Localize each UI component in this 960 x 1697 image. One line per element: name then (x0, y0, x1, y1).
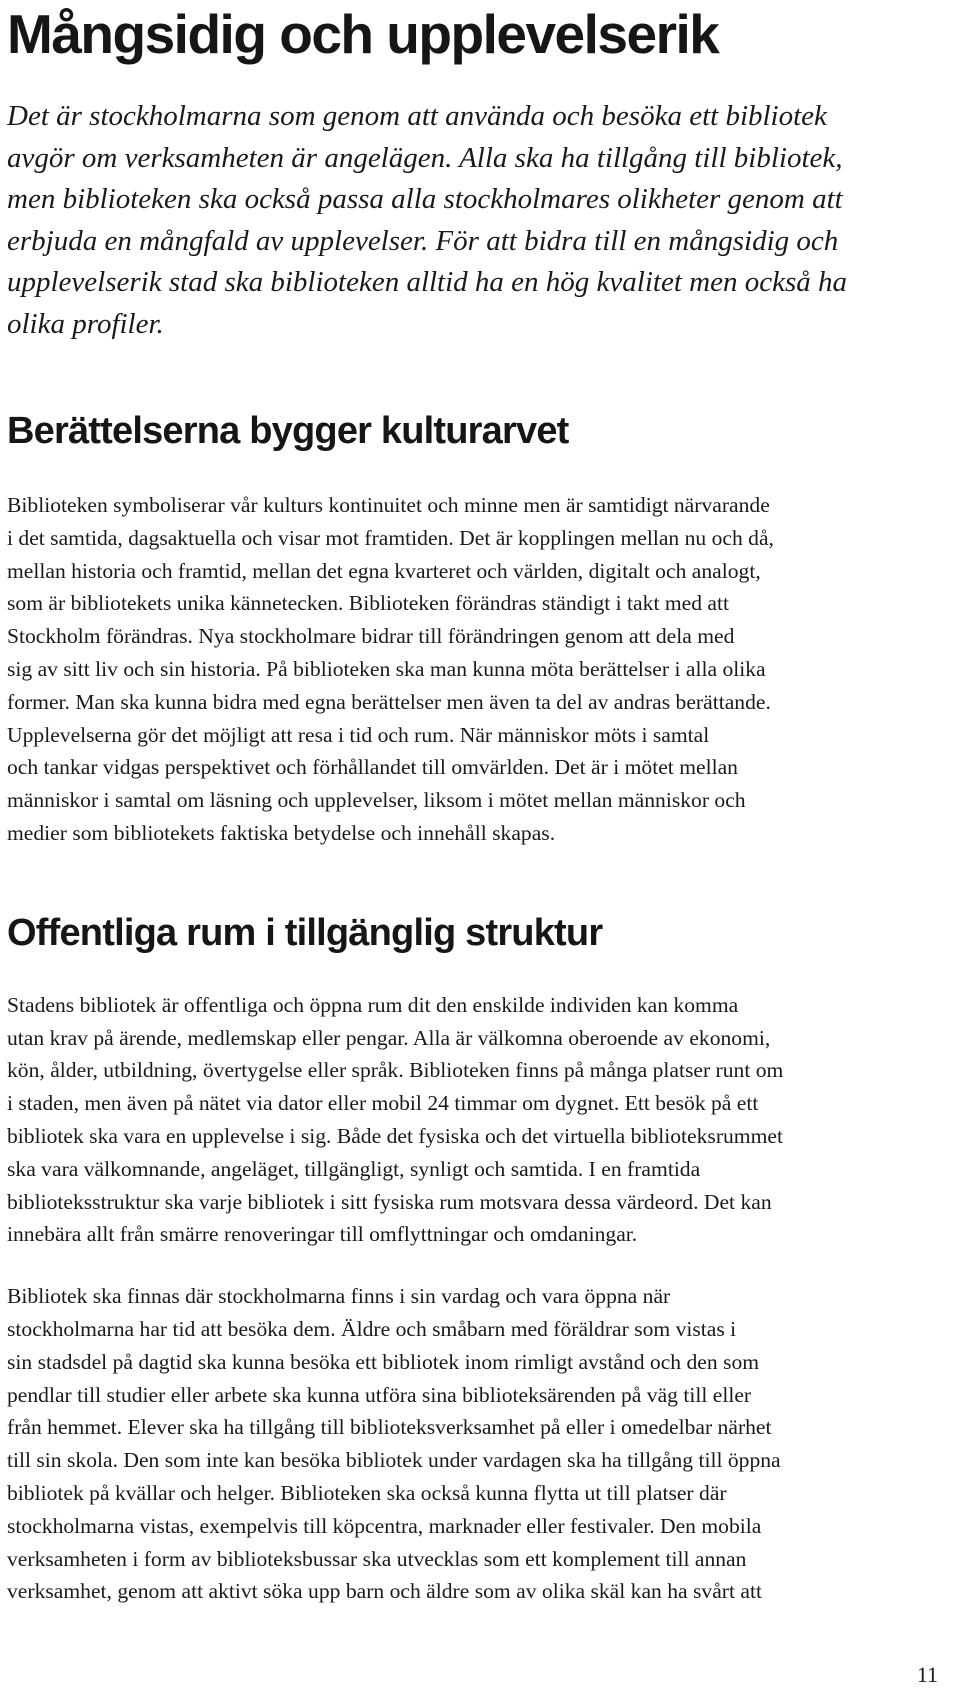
section-heading-berattelserna: Berättelserna bygger kulturarvet (7, 410, 569, 452)
text-line: bibliotek på kvällar och helger. Biblioteken ska också kunna flytta ut till platser där (7, 1480, 727, 1505)
text-line: former. Man ska kunna bidra med egna berättelser men även ta del av andras berättande. (7, 689, 771, 714)
text-line: Stockholm förändras. Nya stockholmare bidrar till förändringen genom att dela med (7, 624, 735, 649)
text-line: sig av sitt liv och sin historia. På biblioteken ska man kunna möta berättelser i alla olika (7, 656, 766, 681)
text-line: sin stadsdel på dagtid ska kunna besöka ett bibliotek inom rimligt avstånd och den som (7, 1349, 760, 1374)
section2-paragraph-1 (7, 989, 947, 1251)
document-page (7, 0, 947, 1608)
text-line: innebära allt från smärre renoveringar till omflyttningar och omdaningar. (7, 1222, 638, 1247)
page-title: Mångsidig och upplevelserik (7, 3, 719, 65)
text-line: ska vara välkomnande, angeläget, tillgängligt, synligt och samtida. I en framtida (7, 1156, 701, 1181)
text-line: verksamheten i form av biblioteksbussar ska utvecklas som ett komplement till annan (7, 1546, 747, 1571)
text-line: Upplevelserna gör det möjligt att resa i tid och rum. När människor möts i samtal (7, 722, 710, 747)
intro-line: olika profiler. (7, 307, 164, 340)
intro-line: avgör om verksamheten är angelägen. Alla ska ha tillgång till bibliotek, (7, 141, 843, 174)
intro-line: Det är stockholmarna som genom att använda och besöka ett bibliotek (7, 100, 827, 132)
text-line: Biblioteken symboliserar vår kulturs kontinuitet och minne men är samtidigt närvarande (7, 493, 770, 517)
intro-line: upplevelserik stad ska biblioteken alltid ha en hög kvalitet men också ha (7, 266, 847, 298)
text-line: pendlar till studier eller arbete ska kunna utföra sina biblioteksärenden på väg till eller (7, 1382, 752, 1407)
text-line: stockholmarna har tid att besöka dem. Äldre och småbarn med föräldrar som vistas i (7, 1316, 737, 1341)
text-line: stockholmarna vistas, exempelvis till köpcentra, marknader eller festivaler. Den mobila (7, 1513, 762, 1538)
text-line: bibliotek ska vara en upplevelse i sig. Både det fysiska och det virtuella biblioteksrummet (7, 1123, 783, 1148)
text-line: mellan historia och framtid, mellan det egna kvarteret och världen, digitalt och analogt, (7, 558, 761, 583)
text-line: i det samtida, dagsaktuella och visar mot framtiden. Det är kopplingen mellan nu och då, (7, 525, 774, 550)
text-line: biblioteksstruktur ska varje bibliotek i sitt fysiska rum motsvara dessa värdeord. Det kan (7, 1189, 772, 1214)
text-line: verksamhet, genom att aktivt söka upp barn och äldre som av olika skäl kan ha svårt att (7, 1579, 762, 1604)
text-line: som är bibliotekets unika kännetecken. Biblioteken förändras ständigt i takt med att (7, 591, 729, 616)
section2-paragraph-2 (7, 1280, 947, 1608)
text-line: i staden, men även på nätet via dator eller mobil 24 timmar om dygnet. Ett besök på ett (7, 1091, 759, 1116)
section-heading-offentliga-rum: Offentliga rum i tillgänglig struktur (7, 911, 603, 954)
text-line: Bibliotek ska finnas där stockholmarna finns i sin vardag och vara öppna när (7, 1284, 671, 1309)
section1-paragraph (7, 489, 947, 850)
text-line: kön, ålder, utbildning, övertygelse eller språk. Biblioteken finns på många platser runt om (7, 1058, 784, 1083)
text-line: människor i samtal om läsning och upplevelser, liksom i mötet mellan människor och (7, 788, 746, 813)
intro-line: erbjuda en mångfald av upplevelser. För att bidra till en mångsidig och (7, 224, 839, 257)
text-line: medier som bibliotekets faktiska betydelse och innehåll skapas. (7, 820, 556, 845)
intro-paragraph (7, 96, 947, 345)
page-number: 11 (916, 1662, 938, 1687)
text-line: från hemmet. Elever ska ha tillgång till biblioteksverksamhet på eller i omedelbar närhet (7, 1415, 772, 1440)
text-line: Stadens bibliotek är offentliga och öppna rum dit den enskilde individen kan komma (7, 992, 739, 1017)
text-line: utan krav på ärende, medlemskap eller pengar. Alla är välkomna oberoende av ekonomi, (7, 1025, 771, 1050)
intro-line: men biblioteken ska också passa alla stockholmares olikheter genom att (7, 183, 843, 215)
text-line: och tankar vidgas perspektivet och förhållandet till omvärlden. Det är i mötet mellan (7, 755, 738, 780)
text-line: till sin skola. Den som inte kan besöka bibliotek under vardagen ska ha tillgång till öppna (7, 1448, 781, 1473)
